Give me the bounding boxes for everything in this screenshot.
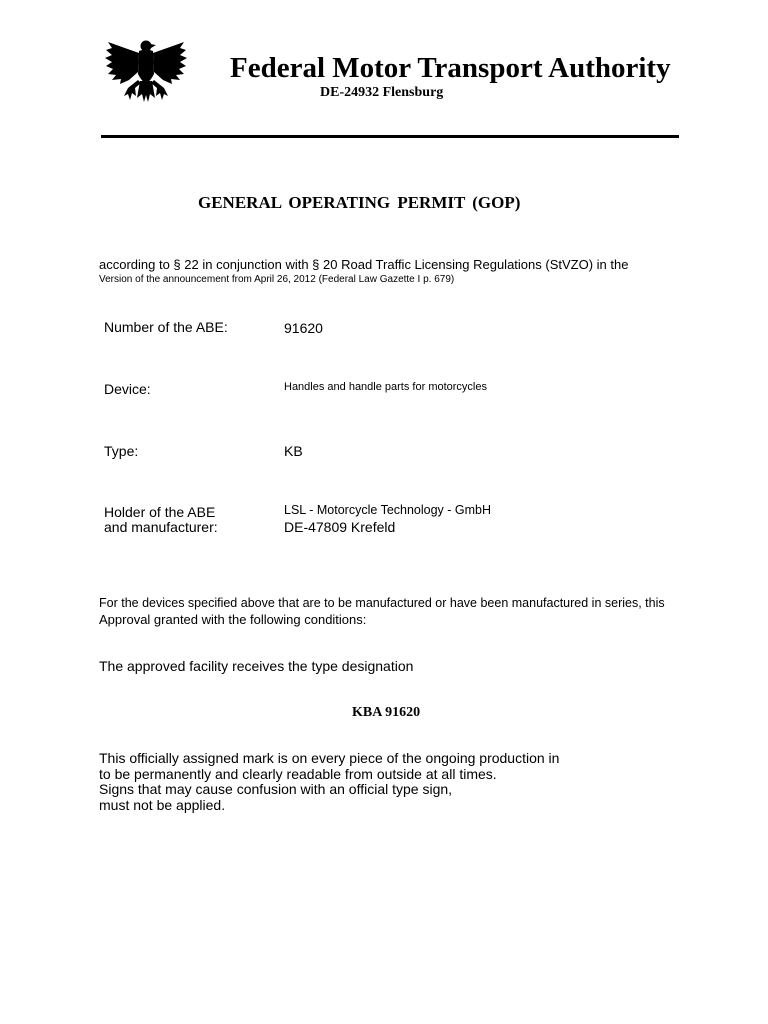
holder-name-value: LSL - Motorcycle Technology - GmbH — [284, 503, 492, 517]
device-value: Handles and handle parts for motorcycles — [284, 381, 487, 393]
type-label: Type: — [104, 443, 139, 459]
device-label: Device: — [104, 381, 151, 397]
kba-type-mark: KBA 91620 — [352, 705, 421, 720]
mark-paragraph — [99, 751, 559, 813]
conditions-line: For the devices specified above that are to be manufactured or have been manufactured in series, this — [99, 596, 665, 610]
mark-paragraph-line: must not be applied. — [99, 796, 226, 813]
abe-number-label: Number of the ABE: — [104, 319, 228, 335]
holder-label-line1: Holder of the ABE — [104, 504, 216, 520]
mark-paragraph-line: to be permanently and clearly readable from outside at all times. — [99, 765, 497, 782]
federal-eagle-icon — [104, 36, 188, 110]
type-value: KB — [284, 443, 303, 459]
conditions-line: Approval granted with the following conditions: — [99, 612, 367, 627]
header-divider — [101, 135, 679, 138]
authority-address: DE-24932 Flensburg — [320, 85, 444, 100]
mark-paragraph-line: Signs that may cause confusion with an official type sign, — [99, 781, 453, 797]
type-designation-intro: The approved facility receives the type designation — [99, 658, 414, 674]
mark-paragraph-line: This officially assigned mark is on every piece of the ongoing production in — [99, 750, 560, 766]
holder-address-value: DE-47809 Krefeld — [284, 519, 396, 535]
legal-basis-line: according to § 22 in conjunction with § 20 Road Traffic Licensing Regulations (StVZO) in the — [99, 257, 629, 272]
document-title: GENERAL OPERATING PERMIT (GOP) — [198, 193, 521, 212]
abe-number-value: 91620 — [284, 320, 323, 336]
holder-label-line2: and manufacturer: — [104, 519, 218, 535]
authority-title: Federal Motor Transport Authority — [230, 52, 671, 84]
legal-basis-version-line: Version of the announcement from April 26, 2012 (Federal Law Gazette I p. 679) — [99, 274, 455, 285]
